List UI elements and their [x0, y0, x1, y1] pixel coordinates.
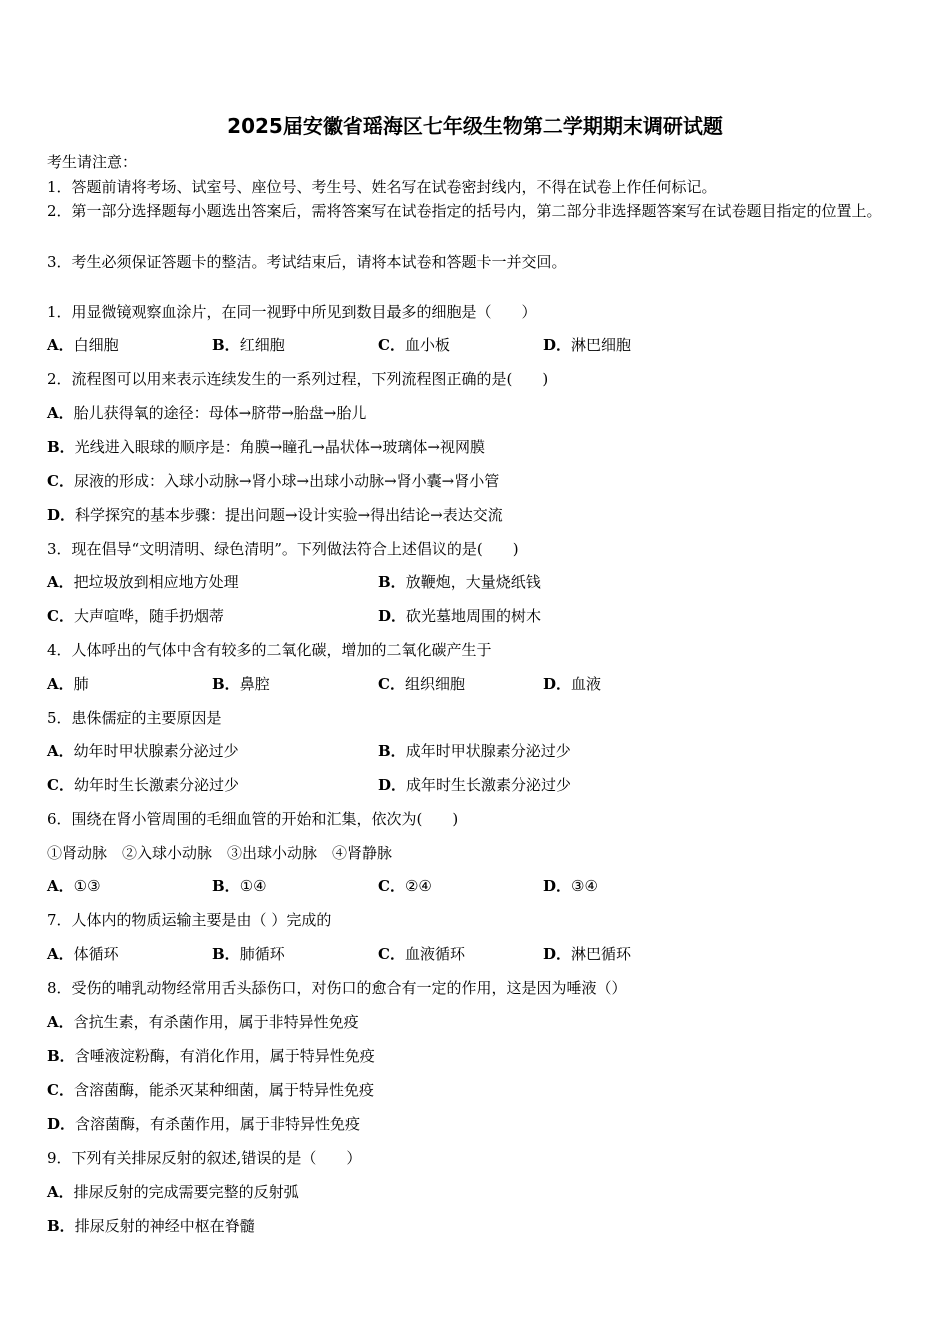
option-text: ②④	[404, 877, 432, 895]
option-text: 白细胞	[73, 336, 119, 354]
option-label: C．	[47, 776, 74, 794]
option-label: D．	[378, 607, 407, 625]
option-d	[543, 335, 631, 355]
option-label: A．	[47, 877, 74, 895]
option-a	[47, 572, 239, 592]
option-text: 排尿反射的完成需要完整的反射弧	[73, 1183, 299, 1201]
question-subtext: ①肾动脉 ②入球小动脉 ③出球小动脉 ④肾静脉	[47, 844, 393, 862]
option-label: A．	[47, 675, 74, 693]
option-a	[47, 876, 101, 896]
question-stem: 2．流程图可以用来表示连续发生的一系列过程，下列流程图正确的是( )	[47, 370, 549, 388]
option-a	[47, 674, 89, 694]
option-text: 含溶菌酶，能杀灭某种细菌，属于特异性免疫	[73, 1081, 374, 1099]
option-text: 大声喧哗，随手扔烟蒂	[73, 607, 224, 625]
option-text: 科学探究的基本步骤：提出问题→设计实验→得出结论→表达交流	[75, 506, 503, 524]
option-c	[47, 471, 499, 491]
option-label: A．	[47, 945, 74, 963]
option-label: D．	[378, 776, 407, 794]
option-c	[378, 944, 465, 964]
option-b	[212, 335, 285, 355]
option-text: 淋巴细胞	[571, 336, 632, 354]
option-label: C．	[378, 945, 405, 963]
option-a	[47, 403, 366, 423]
question-stem: 4．人体呼出的气体中含有较多的二氧化碳，增加的二氧化碳产生于	[47, 641, 492, 659]
notice-item: 1．答题前请将考场、试室号、座位号、考生号、姓名写在试卷密封线内，不得在试卷上作任何标记。	[47, 178, 717, 196]
option-text: 鼻腔	[239, 675, 270, 693]
option-text: ①④	[239, 877, 267, 895]
question-stem: 8．受伤的哺乳动物经常用舌头舔伤口，对伤口的愈合有一定的作用，这是因为唾液（）	[47, 979, 627, 997]
option-text: ③④	[571, 877, 598, 895]
option-text: 尿液的形成：入球小动脉→肾小球→出球小动脉→肾小囊→肾小管	[73, 472, 500, 490]
notice-heading: 考生请注意：	[47, 153, 138, 171]
option-text: 体循环	[73, 945, 119, 963]
option-text: 成年时甲状腺素分泌过少	[405, 742, 571, 760]
option-b	[378, 741, 571, 761]
option-label: C．	[378, 675, 405, 693]
question-stem: 1．用显微镜观察血涂片，在同一视野中所见到数目最多的细胞是（ ）	[47, 303, 537, 321]
notice-item: 2．第一部分选择题每小题选出答案后，需将答案写在试卷指定的括号内，第二部分非选择题答案写在试卷题目指定的位置上。	[47, 202, 882, 220]
option-text: 含溶菌酶，有杀菌作用，属于非特异性免疫	[75, 1115, 361, 1133]
option-text: 含抗生素，有杀菌作用，属于非特异性免疫	[73, 1013, 359, 1031]
option-text: 幼年时甲状腺素分泌过少	[73, 742, 239, 760]
option-label: C．	[47, 472, 74, 490]
option-d	[543, 944, 631, 964]
option-a	[47, 741, 239, 761]
option-text: 成年时生长激素分泌过少	[406, 776, 572, 794]
option-c	[47, 775, 239, 795]
option-text: 红细胞	[239, 336, 285, 354]
notice-item: 3．考生必须保证答题卡的整洁。考试结束后，请将本试卷和答题卡一并交回。	[47, 253, 567, 271]
option-label: A．	[47, 404, 74, 422]
option-d	[378, 606, 541, 626]
option-label: B．	[47, 438, 75, 456]
option-d	[543, 674, 601, 694]
option-text: 放鞭炮，大量烧纸钱	[405, 573, 541, 591]
question-stem: 9．下列有关排尿反射的叙述,错误的是（ ）	[47, 1149, 362, 1167]
question-stem: 7．人体内的物质运输主要是由（ ）完成的	[47, 911, 332, 929]
option-b	[212, 876, 267, 896]
option-label: B．	[212, 336, 240, 354]
option-label: B．	[212, 877, 240, 895]
option-text: 胎儿获得氧的途径：母体→脐带→胎盘→胎儿	[73, 404, 367, 422]
option-a	[47, 1182, 299, 1202]
option-label: A．	[47, 336, 74, 354]
option-text: 含唾液淀粉酶，有消化作用，属于特异性免疫	[74, 1047, 375, 1065]
option-label: C．	[47, 607, 74, 625]
option-text: 组织细胞	[404, 675, 465, 693]
option-text: 砍光墓地周围的树木	[406, 607, 542, 625]
option-label: B．	[212, 945, 240, 963]
option-label: C．	[378, 877, 405, 895]
option-label: A．	[47, 742, 74, 760]
option-label: D．	[543, 877, 572, 895]
option-c	[378, 876, 432, 896]
option-text: 血液	[571, 675, 602, 693]
option-label: A．	[47, 1183, 74, 1201]
option-text: 幼年时生长激素分泌过少	[73, 776, 239, 794]
option-text: 肺循环	[239, 945, 285, 963]
option-label: A．	[47, 1013, 74, 1031]
option-d	[543, 876, 598, 896]
option-label: D．	[47, 1115, 76, 1133]
option-label: C．	[378, 336, 405, 354]
page-title: 2025届安徽省瑶海区七年级生物第二学期期末调研试题	[227, 114, 723, 138]
option-label: D．	[543, 675, 572, 693]
option-label: B．	[378, 573, 406, 591]
question-stem: 3．现在倡导“文明清明、绿色清明”。下列做法符合上述倡议的是( )	[47, 540, 519, 558]
question-stem: 6．围绕在肾小管周围的毛细血管的开始和汇集，依次为( )	[47, 810, 459, 828]
option-label: D．	[543, 945, 572, 963]
option-b	[212, 674, 270, 694]
option-text: 光线进入眼球的顺序是：角膜→瞳孔→晶状体→玻璃体→视网膜	[74, 438, 485, 456]
option-d	[47, 505, 503, 525]
option-b	[378, 572, 541, 592]
option-label: B．	[47, 1217, 75, 1235]
option-label: D．	[47, 506, 76, 524]
option-text: 血小板	[404, 336, 450, 354]
option-text: 排尿反射的神经中枢在脊髓	[74, 1217, 255, 1235]
option-c	[47, 606, 224, 626]
option-text: ①③	[73, 877, 101, 895]
option-label: B．	[212, 675, 240, 693]
option-d	[47, 1114, 360, 1134]
option-b	[47, 437, 485, 457]
option-text: 淋巴循环	[571, 945, 632, 963]
option-label: D．	[543, 336, 572, 354]
option-text: 把垃圾放到相应地方处理	[73, 573, 239, 591]
option-b	[47, 1216, 255, 1236]
option-b	[47, 1046, 375, 1066]
option-c	[47, 1080, 374, 1100]
option-label: B．	[47, 1047, 75, 1065]
option-c	[378, 335, 450, 355]
option-label: B．	[378, 742, 406, 760]
option-d	[378, 775, 571, 795]
option-a	[47, 1012, 359, 1032]
option-label: A．	[47, 573, 74, 591]
option-label: C．	[47, 1081, 74, 1099]
option-b	[212, 944, 285, 964]
option-a	[47, 944, 119, 964]
option-a	[47, 335, 119, 355]
option-text: 肺	[73, 675, 89, 693]
option-text: 血液循环	[404, 945, 465, 963]
option-c	[378, 674, 465, 694]
question-stem: 5．患侏儒症的主要原因是	[47, 709, 222, 727]
